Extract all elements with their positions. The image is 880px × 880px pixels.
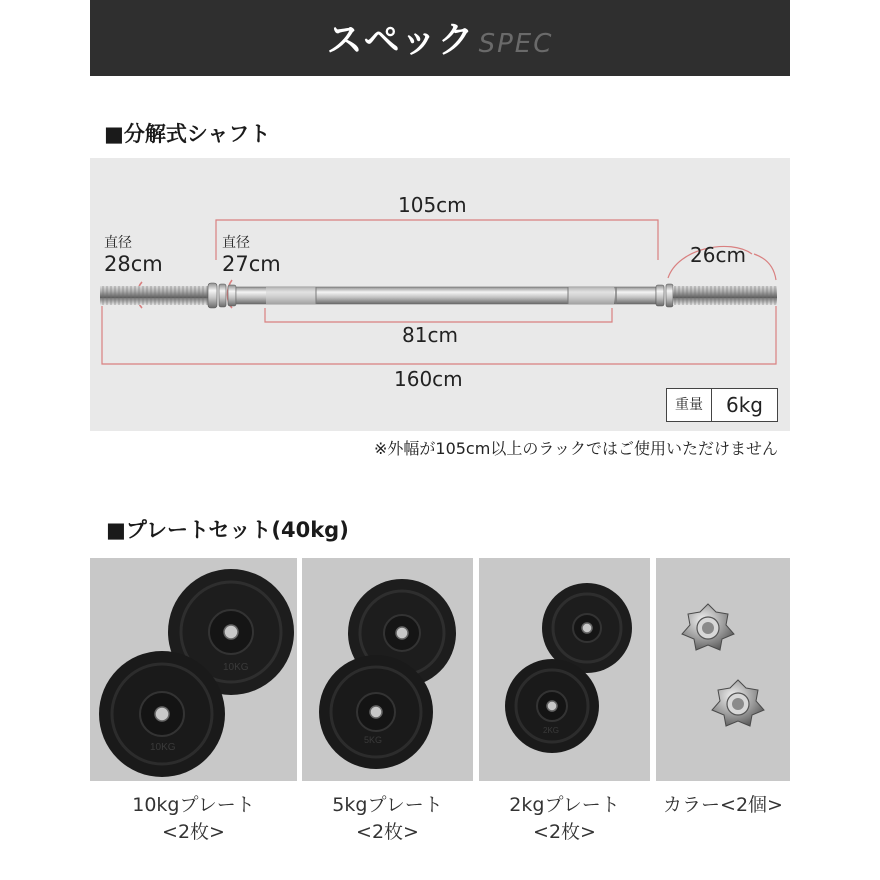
weight-label: 重量 — [667, 389, 712, 421]
diameter-inner — [222, 232, 281, 276]
caption-2kg-qty: <2枚> — [533, 821, 596, 843]
diameter-outer-value: 28cm — [104, 252, 163, 276]
plate-panel-5kg — [302, 558, 473, 781]
collar-nut-2 — [712, 680, 764, 726]
shaft-section-title: ■分解式シャフト — [104, 122, 271, 146]
spec-header-title — [90, 12, 790, 63]
plates-2kg-image — [479, 558, 650, 781]
caption-5kg-name: 5kgプレート — [332, 794, 443, 816]
plate-section-title: ■プレートセット(40kg) — [106, 518, 349, 542]
collar-nut-1 — [682, 604, 734, 650]
weight-box — [666, 388, 778, 422]
plate-10kg-back-text: 10KG — [223, 662, 249, 673]
plates-10kg-image — [90, 558, 297, 781]
diameter-inner-label: 直径 — [222, 235, 250, 251]
collars-image — [656, 558, 790, 781]
dim-arc-26cm-right — [754, 254, 776, 280]
spec-header — [90, 0, 790, 76]
plate-10kg-front-text: 10KG — [150, 742, 176, 753]
caption-10kg-name: 10kgプレート — [132, 794, 255, 816]
caption-2kg-name: 2kgプレート — [509, 794, 620, 816]
dim-line-105cm — [216, 220, 658, 260]
dim-label-105cm: 105cm — [398, 193, 467, 217]
plate-5kg-text: 5KG — [364, 735, 383, 745]
barbell-shaft — [100, 283, 777, 308]
left-thread — [100, 286, 208, 305]
dim-label-81cm: 81cm — [402, 323, 458, 347]
dim-line-81cm — [265, 308, 612, 322]
plate-2kg-front — [505, 659, 599, 753]
caption-5kg-qty: <2枚> — [356, 821, 419, 843]
caption-collar-name: カラー<2個> — [663, 794, 783, 816]
caption-10kg — [90, 792, 297, 846]
plate-panel-collar — [656, 558, 790, 781]
diameter-outer-label: 直径 — [104, 235, 132, 251]
dim-label-160cm: 160cm — [394, 367, 463, 391]
plate-panel-2kg — [479, 558, 650, 781]
diameter-outer — [104, 232, 163, 276]
plate-10kg-front — [99, 651, 225, 777]
plate-2kg-text: 2KG — [543, 726, 560, 735]
diameter-inner-value: 27cm — [222, 252, 281, 276]
spec-title-jp: スペック — [326, 20, 475, 61]
dim-label-26cm: 26cm — [690, 243, 746, 267]
weight-value: 6kg — [725, 393, 763, 417]
caption-collar — [652, 792, 794, 819]
rack-width-note: ※外幅が105cm以上のラックではご使用いただけません — [373, 439, 778, 458]
plate-5kg-front — [319, 655, 433, 769]
plates-5kg-image — [302, 558, 473, 781]
caption-2kg — [479, 792, 650, 846]
right-thread — [673, 286, 777, 305]
caption-5kg — [302, 792, 473, 846]
spec-title-en: SPEC — [478, 29, 554, 59]
caption-10kg-qty: <2枚> — [162, 821, 225, 843]
plate-panel-10kg — [90, 558, 297, 781]
